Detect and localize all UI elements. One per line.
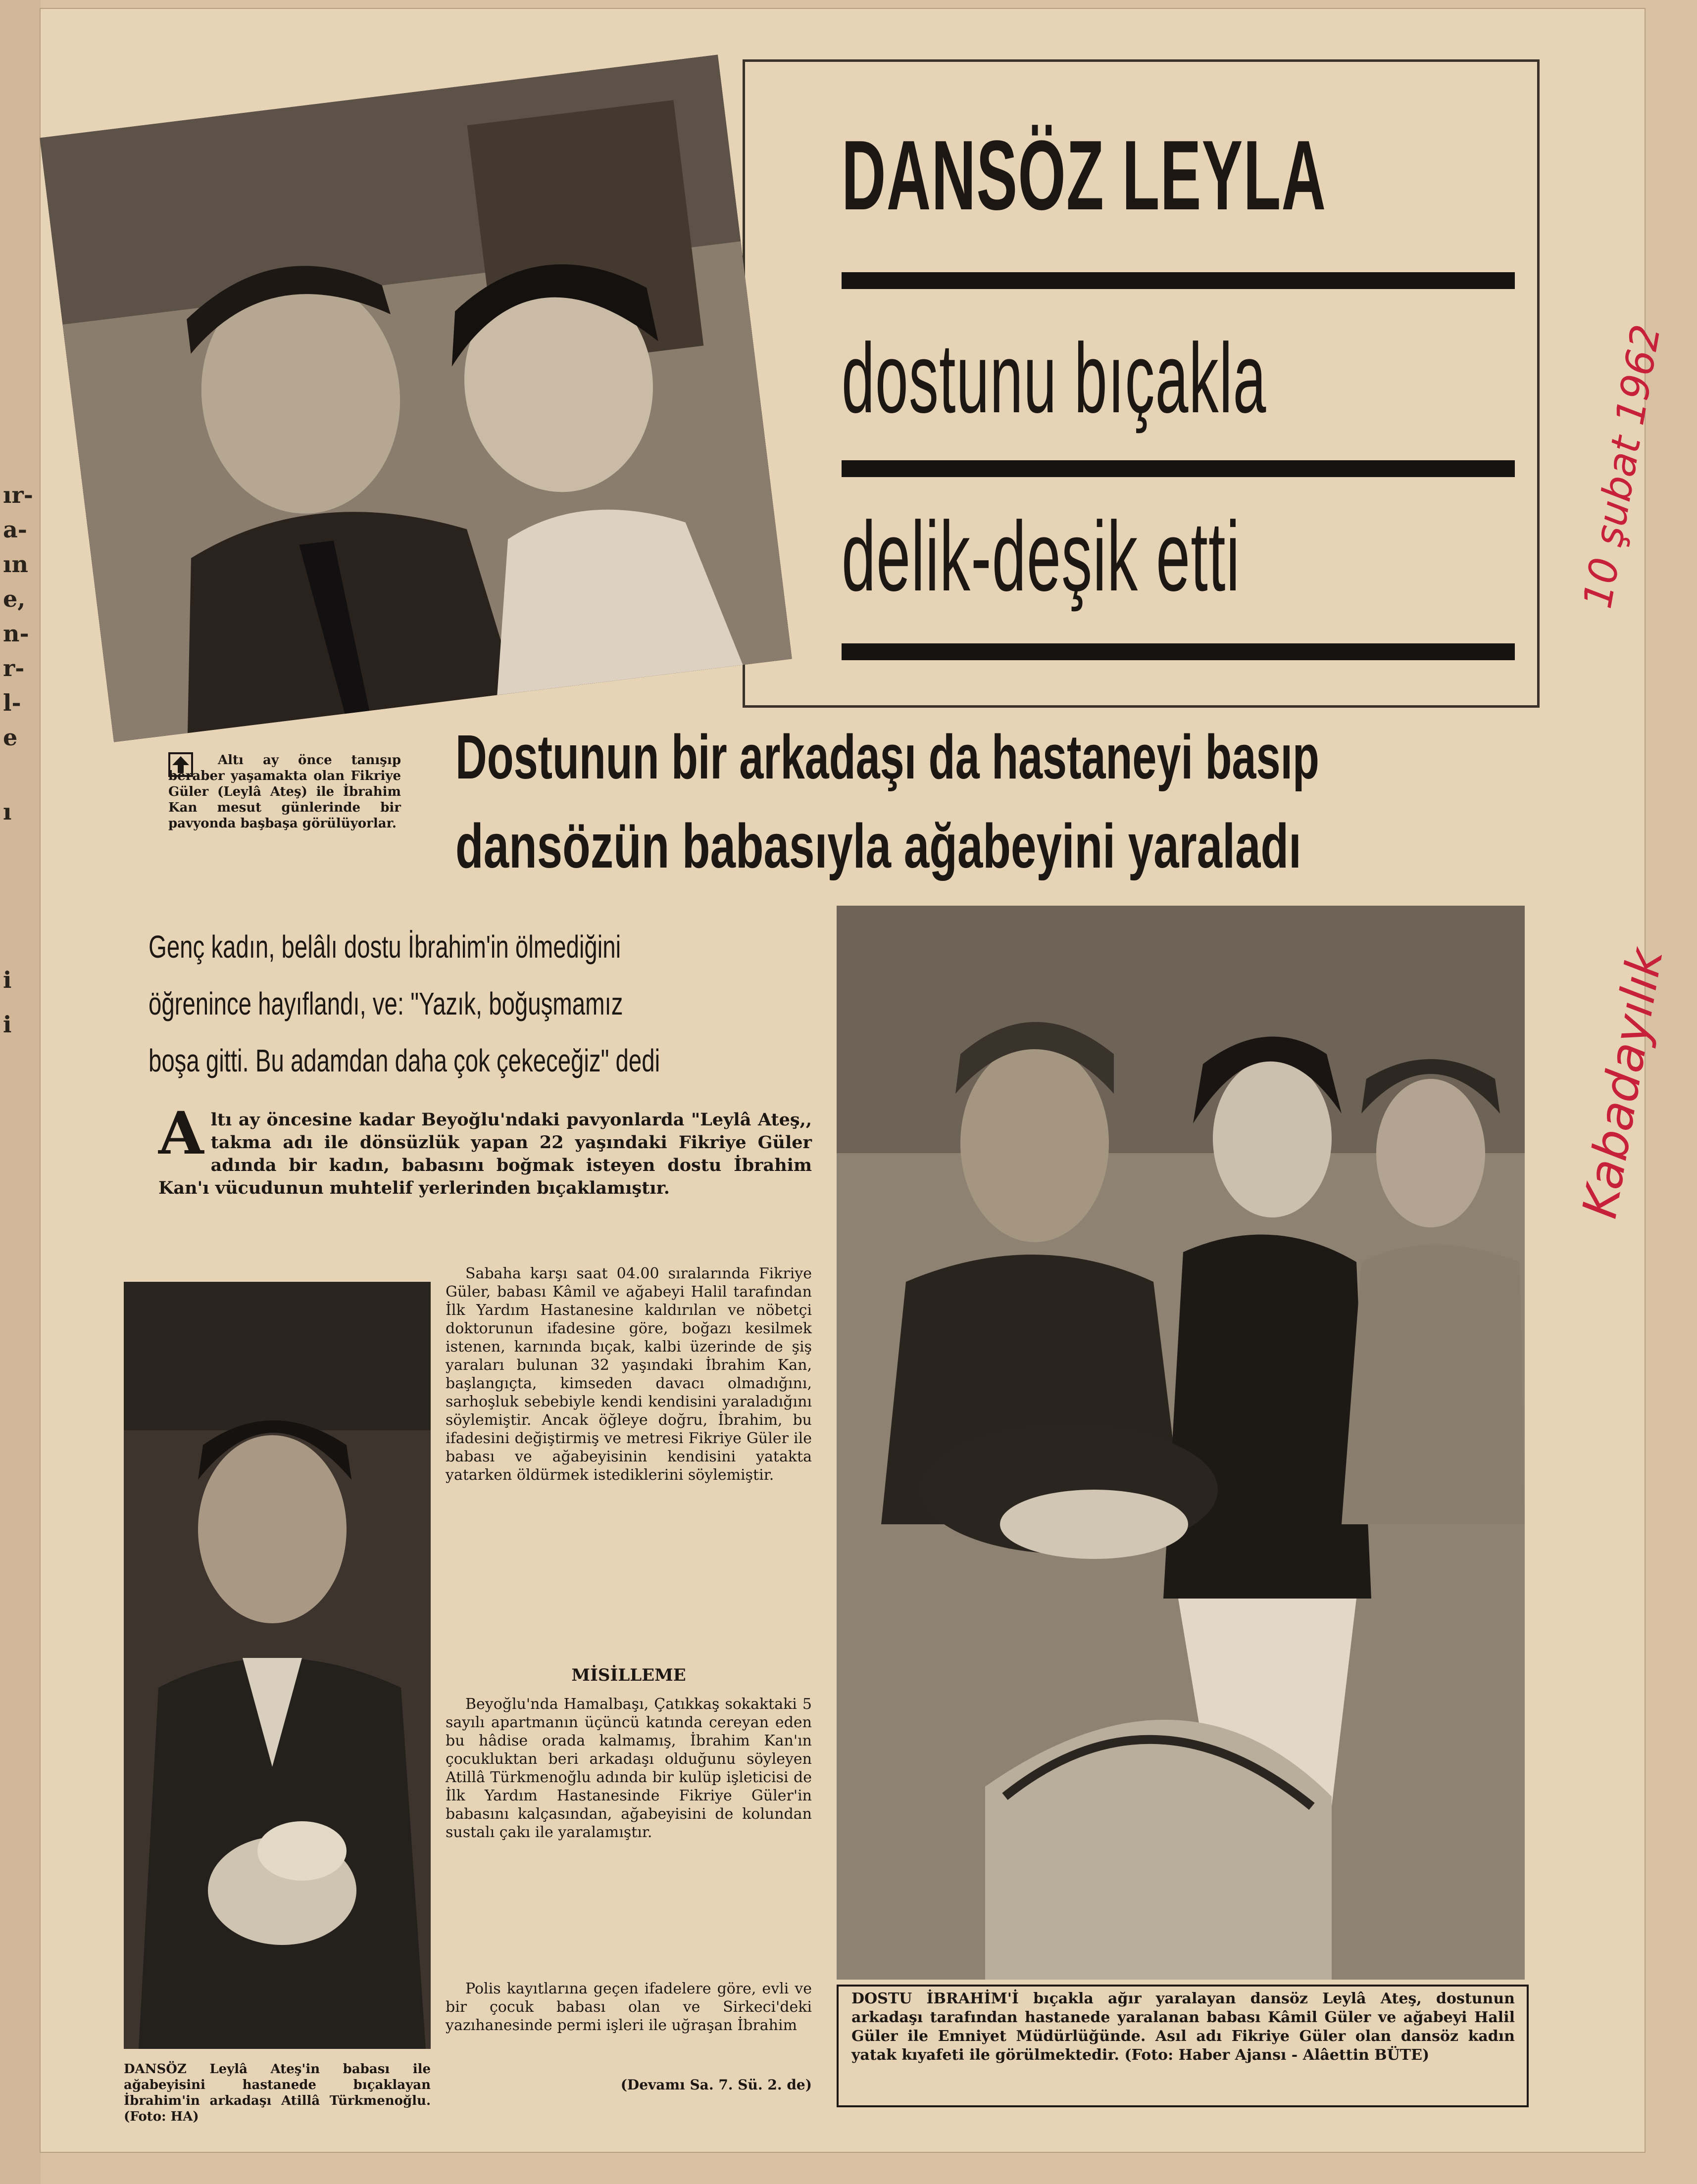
adjacent-column-fragment: [0, 0, 41, 2184]
edge-line: ır-: [3, 482, 33, 508]
continued-note: (Devamı Sa. 7. Sü. 2. de): [620, 2077, 812, 2093]
deck-line-3: boşa gitti. Bu adamdan daha çok çekeceğiz" dedi: [149, 1043, 660, 1078]
headline-block: [752, 64, 1525, 693]
group-photo-image: [837, 906, 1525, 1980]
group-photo: [837, 906, 1525, 1980]
headline-line-2: dostunu bıçakla: [842, 323, 1267, 434]
body-paragraph-1: Sabaha karşı saat 04.00 sıralarında Fikriye Güler, babası Kâmil ve ağabeyi Halil tarafından İlk Yardım Hastanesine kaldırılan ve nöbetçi doktorunun ifadesine göre, boğazı kesilmek istenen, karnında bıçak, kalbi üzerinde de şiş yaraları bulunan 32 yaşındaki İbrahim Kan, başlangıçta, kimseden davacı olmadığını, sarhoşluk sebebiyle kendi kendisini yaraladığını söylemiştir. Ancak öğleye doğru, İbrahim, bu ifadesini değiştirmiş ve metresi Fikriye Güler ile babası ve ağabeyisinin kendisini yatakta yatarken öldürmek istediklerini söylemiştir.: [446, 1265, 812, 1484]
edge-line: ın: [3, 551, 28, 578]
subheadline-line-1: Dostunun bir arkadaşı da hastaneyi basıp: [455, 722, 1319, 792]
headline-rule: [842, 460, 1515, 477]
couple-photo: [40, 54, 792, 742]
deck-line-2: öğrenince hayıflandı, ve: "Yazık, boğuşmamız: [149, 986, 623, 1021]
headline-rule: [842, 643, 1515, 660]
lead-text: ltı ay öncesine kadar Beyoğlu'ndaki pavyonlarda "Leylâ Ateş,, takma adı ile dönsüzlük yapan 22 yaşındaki Fikriye Güler adında bir kadın, babasını boğmak isteyen dostu İbrahim Kan'ı vücudunun muhtelif yerlerinden bıçaklamıştır.: [158, 1110, 812, 1198]
headline-rule: [842, 272, 1515, 289]
body-paragraph-3: Polis kayıtlarına geçen ifadelere göre, evli ve bir çocuk babası olan ve Sirkeci'deki yazıhanesinde permi işleri ile uğraşan İbrahim: [446, 1980, 812, 2034]
edge-line: a-: [3, 516, 27, 543]
edge-line: r-: [3, 655, 25, 681]
right-photo-caption: DOSTU İBRAHİM'İ bıçakla ağır yaralayan dansöz Leylâ Ateş, dostunun arkadaşı tarafından hastanede yaralanan babası Kâmil Güler ve ağabeyi Halil Güler ile Emniyet Müdürlüğünde. Asıl adı Fikriye Güler olan dansöz kadın yatak kıyafeti ile görülmektedir. (Foto: Haber Ajansı - Alâettin BÜTE): [851, 1990, 1515, 2064]
left-photo-caption: DANSÖZ Leylâ Ateş'in babası ile ağabeyisini hastanede bıçaklayan İbrahim'in arkadaşı Atillâ Türkmenoğlu. (Foto: HA): [124, 2062, 431, 2124]
handwritten-topic: Kabadayılık: [1572, 944, 1674, 1222]
lead-paragraph: [158, 1099, 812, 1200]
edge-line: e: [3, 724, 18, 751]
handwritten-date: 10 şubat 1962: [1574, 321, 1670, 612]
man-photo: [124, 1282, 431, 2049]
subheadline-line-2: dansözün babasıyla ağabeyini yaraladı: [455, 811, 1301, 881]
body-paragraph-2: Beyoğlu'nda Hamalbaşı, Çatıkkaş sokaktaki 5 sayılı apartmanın üçüncü katında cereyan eden bu hâdise orada kalmamış, İbrahim Kan'ın çocukluktan beri arkadaşı olduğunu söyleyen Atillâ Türkmenoğlu adında bir kulüp işleticisi de İlk Yardım Hastanesinde Fikriye Güler'in babasını kalçasından, ağabeyisini de kolundan sustalı çakı ile yaralamıştır.: [446, 1696, 812, 1841]
top-photo-caption: Altı ay önce tanışıp beraber yaşamakta olan Fikriye Güler (Leylâ Ateş) ile İbrahim Kan mesut günlerinde bir pavyonda başbaşa görülüyorlar.: [168, 753, 401, 831]
edge-line: n-: [3, 620, 29, 647]
edge-line: l-: [3, 689, 21, 716]
edge-line: e,: [3, 585, 26, 612]
edge-line: i: [3, 1011, 12, 1038]
headline-line-3: delik-deşik etti: [842, 501, 1241, 612]
edge-line: i: [3, 967, 12, 993]
headline-line-1: DANSÖZ LEYLA: [842, 120, 1327, 231]
section-title: MİSİLLEME: [571, 1665, 686, 1685]
couple-photo-image: [40, 54, 792, 742]
drop-cap: A: [158, 1099, 204, 1167]
deck-line-1: Genç kadın, belâlı dostu İbrahim'in ölmediğini: [149, 929, 621, 965]
edge-line: ı: [3, 798, 12, 825]
man-photo-image: [124, 1282, 431, 2049]
